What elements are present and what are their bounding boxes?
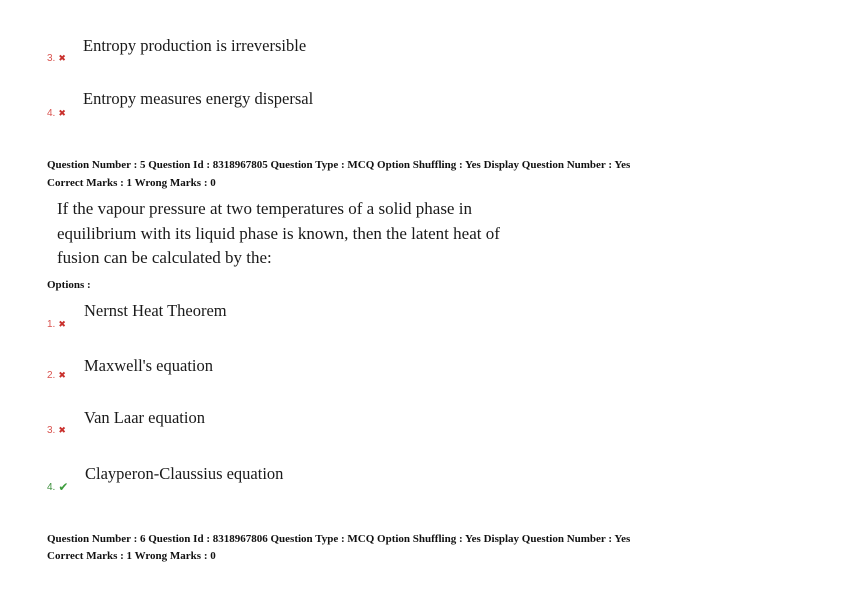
option-text: Nernst Heat Theorem bbox=[84, 301, 227, 320]
option-number bbox=[47, 425, 66, 436]
option-number-label: 1. bbox=[47, 319, 56, 330]
option-text: Entropy measures energy dispersal bbox=[83, 89, 314, 108]
wrong-mark-icon: ✖ bbox=[58, 370, 66, 380]
question-meta: Question Number : 6 Question Id : 8318967806 Question Type : MCQ Option Shuffling : Yes Display Question Number : Yes bbox=[47, 533, 631, 545]
option-number-label: 3. bbox=[47, 53, 56, 64]
option-text: Van Laar equation bbox=[84, 408, 205, 427]
wrong-mark-icon: ✖ bbox=[58, 108, 66, 118]
option-number-label: 4. bbox=[47, 108, 56, 119]
question-meta: Question Number : 5 Question Id : 8318967805 Question Type : MCQ Option Shuffling : Yes Display Question Number : Yes bbox=[47, 159, 631, 171]
option-number bbox=[47, 319, 66, 330]
option-number-label: 2. bbox=[47, 370, 56, 381]
correct-check-icon: ✔ bbox=[58, 480, 69, 494]
option-text: Entropy production is irreversible bbox=[83, 36, 307, 55]
wrong-mark-icon: ✖ bbox=[58, 319, 66, 329]
option-text-correct: Clayperon-Claussius equation bbox=[85, 464, 284, 483]
question-marks: Correct Marks : 1 Wrong Marks : 0 bbox=[47, 550, 216, 562]
question-text-line: fusion can be calculated by the: bbox=[57, 248, 272, 267]
option-number bbox=[47, 370, 66, 381]
option-number bbox=[47, 108, 66, 119]
question-text-line: equilibrium with its liquid phase is known, then the latent heat of bbox=[57, 223, 500, 243]
question-marks: Correct Marks : 1 Wrong Marks : 0 bbox=[47, 177, 216, 189]
option-number bbox=[47, 53, 66, 64]
options-label: Options : bbox=[47, 279, 91, 291]
option-number-label: 3. bbox=[47, 425, 56, 436]
question-text bbox=[57, 197, 577, 271]
option-number-label: 4. bbox=[47, 481, 56, 493]
wrong-mark-icon: ✖ bbox=[58, 425, 66, 435]
question-text-line: If the vapour pressure at two temperatures of a solid phase in bbox=[57, 199, 472, 218]
wrong-mark-icon: ✖ bbox=[58, 53, 66, 63]
option-number bbox=[47, 480, 68, 494]
option-text: Maxwell's equation bbox=[84, 356, 213, 375]
